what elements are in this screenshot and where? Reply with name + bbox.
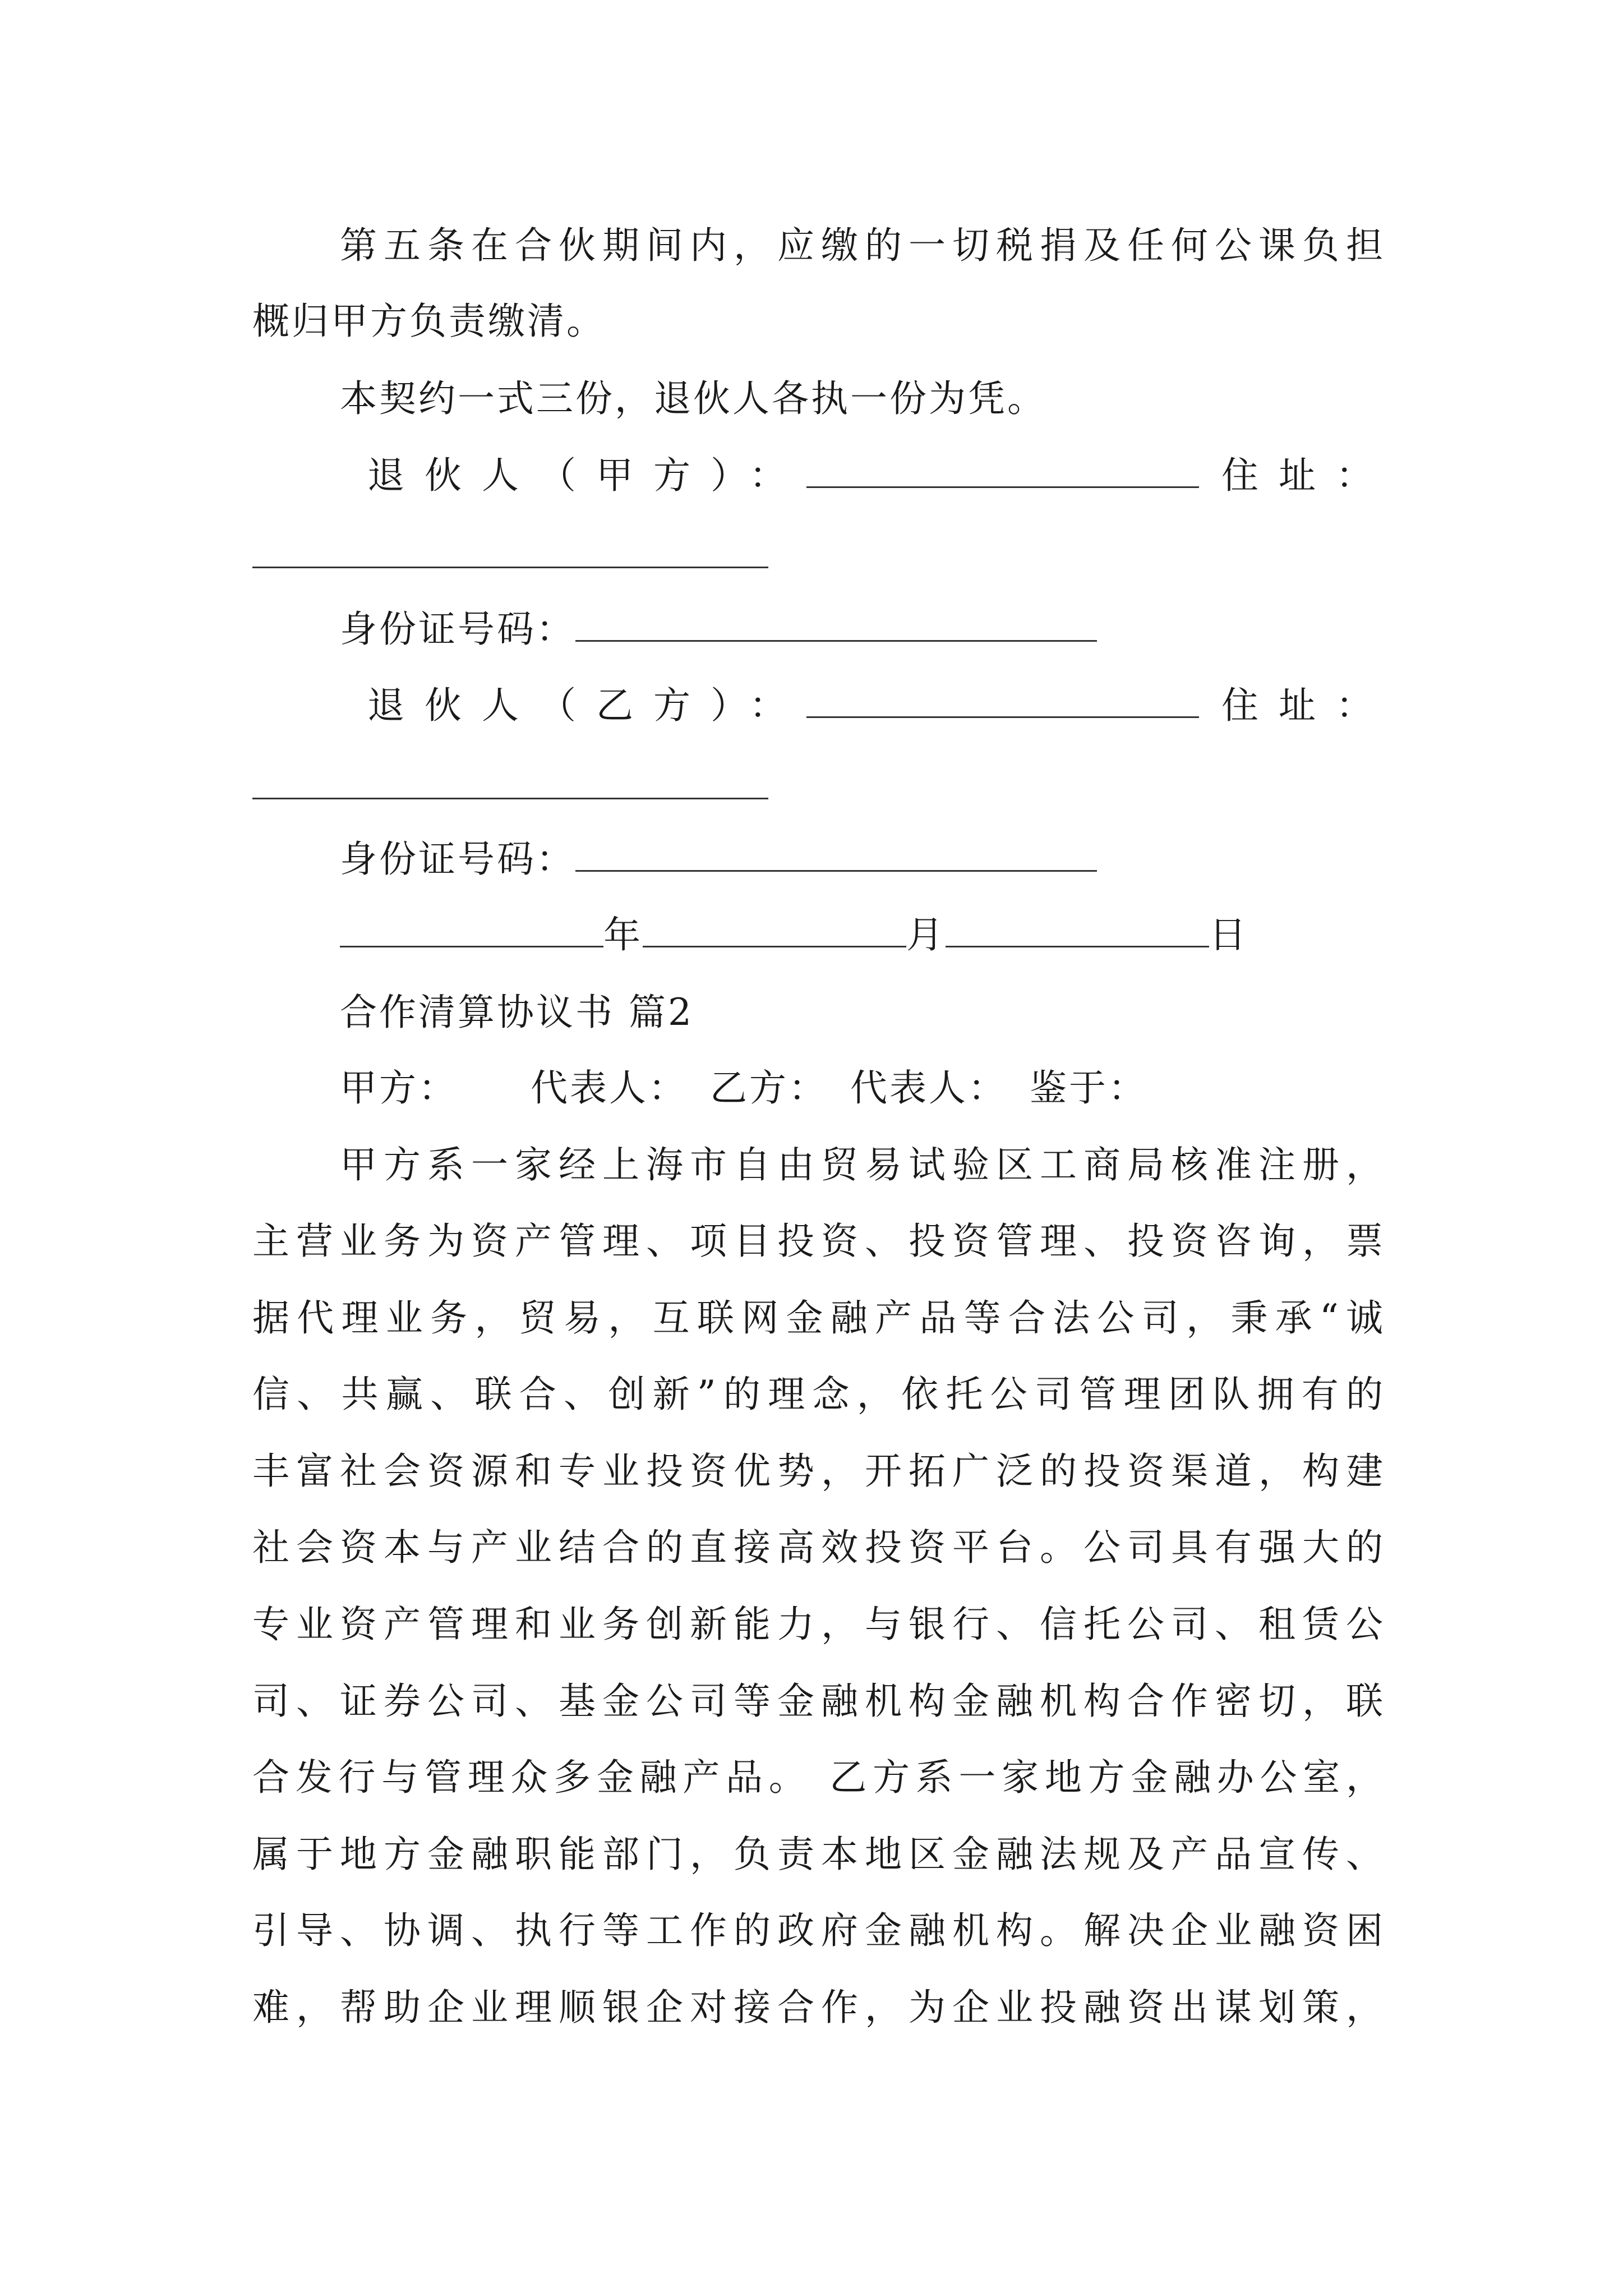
paragraph-line: 专业资产管理和业务创新能力，与银行、信托公司、租赁公 — [252, 1603, 1385, 1646]
date-row — [340, 910, 1385, 960]
section2-title: 合作清算协议书 篇2 — [340, 991, 694, 1034]
day-label: 日 — [1209, 913, 1248, 956]
party-b-heading: 乙方： — [710, 1066, 828, 1110]
paragraph-line: 据代理业务，贸易，互联网金融产品等合法公司，秉承“诚 — [252, 1296, 1385, 1340]
paragraph-line: 司、证券公司、基金公司等金融机构金融机构合作密切，联 — [252, 1680, 1385, 1723]
paragraph-line: 社会资本与产业结合的直接高效投资平台。公司具有强大的 — [252, 1526, 1385, 1569]
party-b-name-blank — [806, 682, 1199, 718]
paragraph-line: 难，帮助企业理顺银企对接合作，为企业投融资出谋划策， — [252, 1986, 1385, 2029]
party-b-rep-heading: 代表人： — [850, 1066, 1007, 1110]
paragraph-line: 信、共赢、联合、创新”的理念，依托公司管理团队拥有的 — [252, 1373, 1385, 1416]
day-blank — [946, 911, 1209, 947]
paragraph-line: 丰富社会资源和专业投资优势，开拓广泛的投资渠道，构建 — [252, 1450, 1385, 1493]
party-a-id-label: 身份证号码： — [340, 608, 575, 651]
party-a-heading: 甲方： — [340, 1066, 458, 1110]
party-a-address-label: 住址： — [1221, 454, 1393, 497]
article5-line1: 第五条在合伙期间内，应缴的一切税捐及任何公课负担 — [340, 224, 1385, 267]
party-a-id-blank — [575, 605, 1097, 642]
section2-parties-row — [340, 1063, 1385, 1114]
party-b-id-blank — [575, 835, 1097, 872]
party-b-address-blank — [252, 798, 768, 799]
party-a-label: 退伙人（甲方）： — [367, 454, 806, 497]
party-b-id-label: 身份证号码： — [340, 838, 575, 881]
party-b-id-row — [340, 834, 1385, 885]
paragraph-line: 合发行与管理众多金融产品。 乙方系一家地方金融办公室， — [252, 1756, 1385, 1799]
article5-line2: 概归甲方负责缴清。 — [252, 300, 606, 343]
year-blank — [340, 911, 603, 947]
paragraph-line: 引导、协调、执行等工作的政府金融机构。解决企业融资困 — [252, 1909, 1385, 1952]
party-b-label: 退伙人（乙方）： — [367, 684, 806, 727]
paragraph-line: 甲方系一家经上海市自由贸易试验区工商局核准注册， — [340, 1143, 1385, 1186]
year-label: 年 — [603, 913, 643, 956]
copies-clause: 本契约一式三份，退伙人各执一份为凭。 — [340, 377, 1046, 420]
party-a-address-blank — [252, 567, 768, 568]
party-b-address-label: 住址： — [1221, 684, 1393, 727]
paragraph-line: 属于地方金融职能部门，负责本地区金融法规及产品宣传、 — [252, 1833, 1385, 1876]
whereas-heading: 鉴于： — [1030, 1066, 1147, 1110]
month-blank — [643, 911, 906, 947]
paragraph-line: 主营业务为资产管理、项目投资、投资管理、投资咨询，票 — [252, 1220, 1385, 1263]
party-b-row — [367, 680, 1393, 731]
party-a-row — [367, 450, 1393, 501]
party-a-id-row — [340, 604, 1385, 655]
party-a-name-blank — [806, 452, 1199, 488]
party-a-rep-heading: 代表人： — [531, 1066, 688, 1110]
month-label: 月 — [906, 913, 946, 956]
